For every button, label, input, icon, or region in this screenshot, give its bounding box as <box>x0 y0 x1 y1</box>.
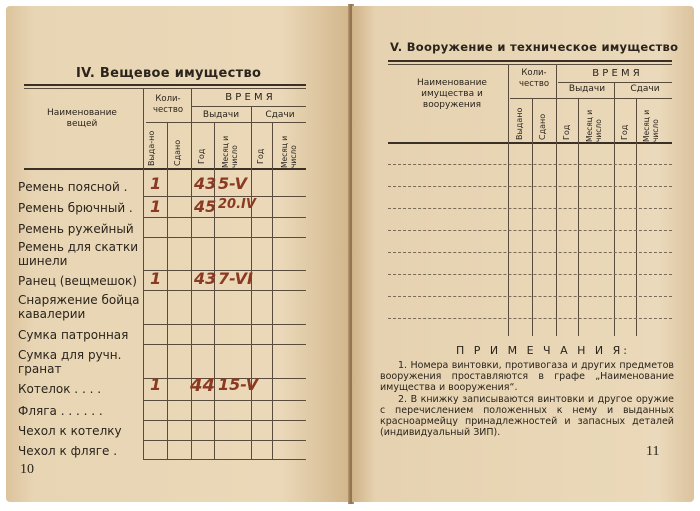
header-divider <box>510 98 672 99</box>
month-header: Месяц и число <box>221 135 239 168</box>
col-line <box>636 98 637 336</box>
title-rule <box>388 60 672 62</box>
right-page <box>352 6 694 502</box>
handwritten-year: 43 <box>194 269 217 288</box>
header-top <box>24 88 306 89</box>
list-item: Чехол к котелку <box>18 424 122 438</box>
row-rule <box>388 318 672 319</box>
handwritten-qty: 1 <box>150 375 162 394</box>
page-number: 11 <box>646 444 660 459</box>
col-line <box>578 98 579 336</box>
row-rule <box>143 459 306 460</box>
list-item: Ремень ружейный <box>18 222 134 236</box>
header-top <box>388 64 672 65</box>
handwritten-date: 7-VI <box>218 269 253 288</box>
col-line <box>214 122 215 460</box>
list-item: Ранец (вещмешок) <box>18 274 137 288</box>
handwritten-year: 43 <box>194 174 217 193</box>
row-rule <box>388 186 672 187</box>
issue-header: Выдачи <box>202 110 240 120</box>
list-item: Чехол к фляге . <box>18 444 118 458</box>
row-rule <box>143 440 306 441</box>
returned-header: Сдано <box>173 139 182 166</box>
issued-header: Выда-но <box>147 130 156 166</box>
row-rule <box>143 217 306 218</box>
col-line <box>167 122 168 460</box>
col-line <box>532 98 533 336</box>
col-line <box>191 88 192 460</box>
list-item: Сумка патронная <box>18 328 129 342</box>
issued-header: Выдано <box>515 107 524 140</box>
header-divider <box>558 82 672 83</box>
list-item: Ремень для скатки шинели <box>18 240 139 268</box>
return-header: Сдачи <box>630 84 660 94</box>
year-header: Год <box>256 148 265 164</box>
row-rule <box>388 164 672 165</box>
list-item: Фляга . . . . . . <box>18 404 103 418</box>
handwritten-date: 20.IV <box>218 197 256 212</box>
list-item: Снаряжение бойца кавалерии <box>18 293 140 321</box>
row-rule <box>388 252 672 253</box>
notes-title: П Р И М Е Ч А Н И Я: <box>456 344 630 357</box>
qty-header: Коли-чество <box>518 68 550 89</box>
row-rule <box>388 230 672 231</box>
month-header: Месяц и число <box>280 135 298 168</box>
handwritten-date: 15-V <box>218 375 259 394</box>
row-rule <box>143 400 306 401</box>
handwritten-year: 44 <box>190 375 216 396</box>
year-header: Год <box>197 148 206 164</box>
time-header: В Р Е М Я <box>592 68 640 79</box>
month-header: Месяц и число <box>585 109 603 142</box>
handwritten-date: 5-V <box>218 174 247 193</box>
handwritten-qty: 1 <box>150 174 162 193</box>
header-bottom <box>24 168 306 170</box>
return-header: Сдачи <box>265 110 295 120</box>
handwritten-qty: 1 <box>150 197 162 216</box>
qty-header: Коли-чество <box>152 94 184 115</box>
title-rule <box>24 84 306 86</box>
returned-header: Сдано <box>538 113 547 140</box>
row-rule <box>388 296 672 297</box>
time-header: В Р Е М Я <box>225 92 273 103</box>
section-title: IV. Вещевое имущество <box>76 66 262 81</box>
name-column-header: Наименование имущества и вооружения <box>417 78 487 110</box>
list-item: Ремень брючный . <box>18 201 133 215</box>
left-page <box>6 6 350 502</box>
month-header: Месяц и число <box>642 109 660 142</box>
row-rule <box>143 237 306 238</box>
handwritten-year: 45 <box>194 197 217 216</box>
row-rule <box>143 344 306 345</box>
name-column-header: Наименование вещей <box>47 108 117 129</box>
list-item: Котелок . . . . <box>18 382 102 396</box>
year-header: Год <box>562 124 571 140</box>
note-item: 2. В книжку записываются винтовки и другое оружие с перечислением положенных к нему и выданных красноармейцу принадлежностей и запасных деталей (индивидуальный ЗИП). <box>380 394 674 438</box>
header-bottom <box>388 142 672 144</box>
issue-header: Выдачи <box>568 84 606 94</box>
list-item: Ремень поясной . <box>18 180 128 194</box>
row-rule <box>143 420 306 421</box>
row-rule <box>143 324 306 325</box>
list-item: Сумка для ручн. гранат <box>18 348 122 376</box>
row-rule <box>388 208 672 209</box>
year-header: Год <box>620 124 629 140</box>
page-number: 10 <box>20 462 34 477</box>
row-rule <box>143 290 306 291</box>
header-divider <box>146 122 306 123</box>
header-divider <box>192 106 306 107</box>
section-title: V. Вооружение и техническое имущество <box>390 40 679 54</box>
col-line <box>272 122 273 460</box>
note-item: 1. Номера винтовки, противогаза и других предметов вооружения проставляются в графе „Наименование имущества и вооружения“. <box>380 360 674 393</box>
handwritten-qty: 1 <box>150 269 162 288</box>
row-rule <box>388 274 672 275</box>
col-line <box>614 82 615 336</box>
